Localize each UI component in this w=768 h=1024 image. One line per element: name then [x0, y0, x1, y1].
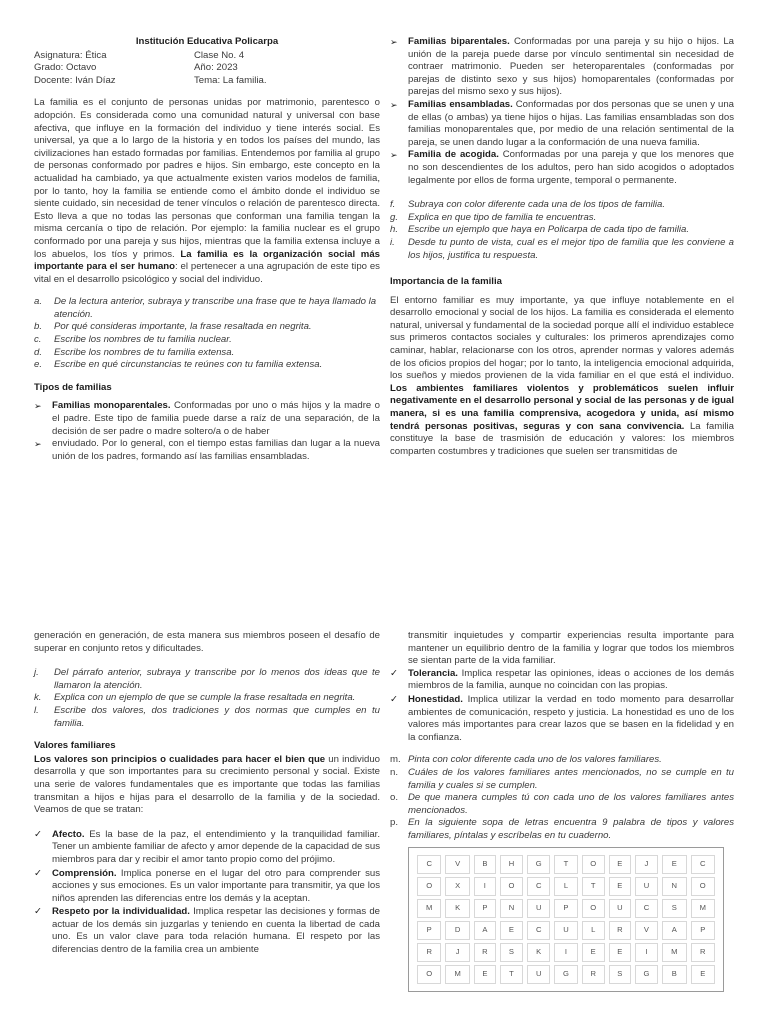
values-heading: Valores familiares — [34, 740, 116, 752]
value-name: Comprensión. — [52, 867, 117, 879]
question-item — [390, 199, 734, 212]
word-search-cell[interactable]: A — [474, 921, 496, 940]
page1-right-column — [390, 36, 734, 458]
family-type-name: Familias ensambladas. — [408, 98, 513, 110]
word-search-cell[interactable]: M — [417, 899, 441, 918]
word-search-cell[interactable]: T — [554, 855, 577, 874]
word-search-cell[interactable]: L — [554, 877, 577, 896]
word-search-cell[interactable]: C — [691, 855, 716, 874]
question-text: Escribe los nombres de tu familia extensa. — [54, 346, 235, 358]
word-search-cell[interactable]: E — [609, 877, 631, 896]
word-search-cell[interactable]: O — [417, 965, 441, 984]
word-search-cell[interactable]: U — [554, 921, 577, 940]
word-search-cell[interactable]: R — [474, 943, 496, 962]
page2-right-column — [390, 630, 734, 992]
word-search-row — [417, 899, 715, 918]
question-letter: d. — [34, 346, 43, 358]
question-item — [390, 792, 734, 817]
family-type-item — [34, 438, 380, 463]
word-search-cell[interactable]: N — [662, 877, 686, 896]
question-item — [34, 321, 380, 334]
word-search-cell[interactable]: R — [417, 943, 441, 962]
word-search-cell[interactable]: E — [474, 965, 496, 984]
page1-left-column — [34, 36, 380, 463]
subject-label: Asignatura: Ética — [34, 49, 107, 61]
school-title: Institución Educativa Policarpa — [135, 36, 279, 47]
word-search-cell[interactable]: S — [609, 965, 631, 984]
value-name: Tolerancia. — [408, 667, 458, 679]
question-text: Pinta con color diferente cada uno de los valores familiares. — [408, 754, 662, 766]
question-text: Explica con un ejemplo de que se cumple la frase resaltada en negrita. — [54, 692, 356, 704]
grade-label: Grado: Octavo — [34, 62, 97, 74]
value-name: Respeto por la individualidad. — [52, 906, 190, 918]
word-search-cell[interactable]: P — [474, 899, 496, 918]
arrow-bullet-icon: ➢ — [390, 99, 398, 110]
question-letter: c. — [34, 334, 42, 346]
intro-bold-text: La familia es la organización social más importante para el ser humano — [34, 248, 380, 273]
word-search-cell[interactable]: E — [609, 943, 631, 962]
word-search-cell[interactable]: E — [582, 943, 605, 962]
value-name: Afecto. — [52, 828, 85, 840]
values-continuation: transmitir inquietudes y compartir experiencias resulta importante para mantener un equilibrio dentro de la familia y lograr que todos los miembros se sientan parte de la vida familiar. — [408, 630, 734, 667]
word-search-cell[interactable]: M — [445, 965, 469, 984]
value-name: Honestidad. — [408, 693, 463, 705]
word-search-cell[interactable]: D — [445, 921, 469, 940]
arrow-bullet-icon: ➢ — [34, 439, 42, 450]
header-row — [34, 75, 380, 88]
word-search-cell[interactable]: E — [609, 855, 631, 874]
question-text: De la lectura anterior, subraya y transcribe una frase que te haya llamado la atención. — [54, 296, 377, 320]
word-search-cell[interactable]: K — [445, 899, 469, 918]
question-text: Por qué consideras importante, la frase resaltada en negrita. — [54, 321, 312, 333]
question-text: Cuáles de los valores familiares antes mencionados, no se cumple en tu familia y cuales si se cumplen. — [408, 766, 734, 791]
family-type-name: Familias monoparentales. — [52, 400, 171, 412]
intro-text-end: : el pertenecer a una agrupación de este tipo es vital en el desarrollo psicológico y social del individuo. — [34, 261, 380, 285]
word-search-row — [417, 965, 715, 984]
question-item — [390, 212, 734, 225]
question-item — [34, 334, 380, 347]
importance-paragraph — [390, 295, 734, 459]
word-search-cell[interactable]: O — [582, 899, 605, 918]
question-item — [34, 359, 380, 372]
word-search-cell[interactable]: U — [609, 899, 631, 918]
class-number: Clase No. 4 — [194, 49, 245, 61]
family-type-item — [390, 36, 734, 99]
header-row — [34, 62, 380, 75]
word-search-cell[interactable]: E — [500, 921, 523, 940]
value-item — [34, 868, 380, 906]
word-search-cell[interactable]: J — [635, 855, 658, 874]
check-icon: ✓ — [34, 906, 43, 918]
word-search-cell[interactable]: J — [445, 943, 469, 962]
topic-label: Tema: La familia. — [194, 74, 267, 86]
question-letter: e. — [34, 359, 43, 371]
word-search-cell[interactable]: N — [500, 899, 523, 918]
word-search-cell[interactable]: X — [445, 877, 469, 896]
importance-heading: Importancia de la familia — [390, 276, 502, 288]
word-search-cell[interactable]: S — [662, 899, 686, 918]
check-icon: ✓ — [34, 828, 43, 840]
family-type-name: Familias biparentales. — [408, 36, 510, 47]
question-text: De que manera cumples tú con cada uno de los valores familiares antes mencionados. — [408, 792, 734, 816]
word-search-cell[interactable]: E — [662, 855, 686, 874]
word-search-cell[interactable]: H — [500, 855, 523, 874]
word-search-cell[interactable]: P — [691, 921, 716, 940]
word-search-row — [417, 855, 715, 874]
question-item — [34, 705, 380, 730]
word-search-cell[interactable]: C — [527, 877, 550, 896]
questions-j-l — [34, 667, 380, 730]
importance-text: El entorno familiar es muy importante, ya que influye notablemente en el desarrollo emocional y social de los hijos. La familia es considerada el elemento natural, universal y fundamental de la sociedad porque allí el individuo establece sus primeros contactos sociales y culturales: los primeros aprendizajes como caminar, hablar, relacionarse con los otros, aprender normas y valores además de los oficios propios del hogar; por lo tanto, la inteligencia emocional adquirida, los sueños y miedos provienen de la vida familiar en el que está el individuo. — [390, 294, 734, 382]
family-types-list-right — [390, 36, 734, 187]
family-type-text: Conformadas por una pareja y su hijo o hijos. La unión de la pareja puede darse por vínculo sentimental sin necesidad de contraer matrimonio. Pueden ser heteroparentales (conformadas por parejas de distinto sexo y sus hijos) homoparentales (conformadas por parejas del mismo sexo y sus hijos). — [408, 36, 734, 98]
word-search-cell[interactable]: I — [474, 877, 496, 896]
values-intro-text: un individuo desarrolla y que son importantes para su crecimiento personal y social. Existe una serie de valores fundamentales que es importante que todas las familias transmitan a hijos e hijas para el desarrollo de la familia y de la sociedad. Veamos de que se tratan: — [34, 753, 380, 816]
question-text: Subraya con color diferente cada una de los tipos de familia. — [408, 199, 666, 211]
word-search-cell[interactable]: G — [554, 965, 577, 984]
word-search-cell[interactable]: O — [417, 877, 441, 896]
values-list-right — [390, 668, 734, 745]
header-info — [34, 50, 380, 88]
question-item — [34, 667, 380, 692]
page-gap — [0, 600, 768, 624]
question-letter: p. — [390, 817, 399, 829]
word-search-row — [417, 877, 715, 896]
word-search-cell[interactable]: B — [662, 965, 686, 984]
question-text: En la siguiente sopa de letras encuentra 9 palabra de tipos y valores familiares, píntalas y escríbelas en tu cuaderno. — [408, 817, 734, 841]
word-search-cell[interactable]: O — [691, 877, 716, 896]
word-search-cell[interactable]: U — [527, 899, 550, 918]
word-search-cell[interactable]: U — [635, 877, 658, 896]
header-row — [34, 50, 380, 63]
word-search-cell[interactable]: B — [474, 855, 496, 874]
question-text: Escribe en qué circunstancias te reúnes con tu familia extensa. — [54, 359, 323, 371]
importance-continuation: generación en generación, de esta manera sus miembros poseen el desafío de superar en conjunto retos y dificultades. — [34, 630, 380, 654]
questions-f-i — [390, 199, 734, 262]
word-search-cell[interactable]: P — [417, 921, 441, 940]
family-type-text: Conformadas por dos personas que se unen y una de ellas (o ambas) ya tiene hijos o hijas. Las familias ensambladas son dos familias monoparentales que, por medio de una relación sentimental de la pareja, se unen dando lugar a la conformación de una nueva familia. — [408, 98, 734, 148]
question-letter: h. — [390, 224, 399, 236]
question-text: Escribe un ejemplo que haya en Policarpa de cada tipo de familia. — [408, 224, 690, 236]
question-item — [390, 754, 734, 767]
question-item — [390, 767, 734, 792]
question-letter: a. — [34, 296, 43, 308]
question-item — [390, 237, 734, 262]
word-search-cell[interactable]: O — [500, 877, 523, 896]
word-search-cell[interactable]: P — [554, 899, 577, 918]
word-search-grid — [413, 852, 719, 987]
question-letter: n. — [390, 766, 399, 778]
word-search-cell[interactable]: T — [582, 877, 605, 896]
word-search-cell[interactable]: E — [691, 965, 716, 984]
values-bold-text: Los valores son principios o cualidades para hacer el bien que — [34, 753, 326, 765]
word-search-cell[interactable]: C — [417, 855, 441, 874]
value-item — [390, 694, 734, 744]
question-letter: j. — [34, 667, 39, 679]
word-search-row — [417, 921, 715, 940]
word-search-cell[interactable]: G — [527, 855, 550, 874]
year-label: Año: 2023 — [194, 62, 238, 74]
word-search-cell[interactable]: K — [527, 943, 550, 962]
values-intro — [34, 754, 380, 817]
check-icon: ✓ — [390, 667, 399, 679]
importance-text-end: La familia constituye la base de trasmisión de educación y valores: los miembros comparten costumbres y tradiciones que suelen ser transmitidas de — [390, 420, 734, 457]
arrow-bullet-icon: ➢ — [390, 150, 398, 161]
word-search-cell[interactable]: C — [635, 899, 658, 918]
family-type-item — [390, 99, 734, 149]
word-search-cell[interactable]: M — [662, 943, 686, 962]
family-type-item — [34, 400, 380, 438]
value-text: Es la base de la paz, el entendimiento y la tranquilidad familiar. Tener un ambiente familiar de afecto y amor depende de la capacidad de sus miembros para dar y recibir el amor tanto propio como del prójimo. — [52, 828, 380, 865]
intro-text: La familia es el conjunto de personas unidas por matrimonio, parentesco o adopción. Es considerada como una comunidad natural y universal con base afectiva, que influye en la formación del individuo y tiene interés social. Es universal, ya que a lo largo de la historia y en todos los países del mundo, las civilizaciones han estado formadas por familias. Entendemos por familia al grupo de personas conformado por padres e hijos. Sin embargo, este concepto en la actualidad ha cambiado, ya que actualmente existen varios modelos de familia, por lo tanto, hoy la familia se entiende como el ámbito donde el individuo se siente cuidado, sin necesidad de tener vínculos o relación de parentesco directa. Esto lleva a que no todas las personas que conforman una familia tengan la misma cercanía o tipo de relación. Por ejemplo: la familia nuclear es el grupo conformado por una pareja y sus hijos, mientras que la familia extensa incluye a los abuelos, los tíos y primos. — [34, 97, 380, 260]
question-item — [34, 692, 380, 705]
word-search-cell[interactable]: M — [691, 899, 716, 918]
questions-a-e — [34, 296, 380, 372]
family-type-text: enviudado. Por lo general, con el tiempo estas familias dan lugar a la nueva unión de los padres, formando así las familias ensambladas. — [52, 438, 380, 462]
check-icon: ✓ — [390, 693, 399, 705]
question-text: Desde tu punto de vista, cual es el mejor tipo de familia que les conviene a los hijos, justifica tu respuesta. — [408, 236, 734, 261]
value-text: Implica ponerse en el lugar del otro para comprender sus acciones y sus emociones. Es un valor importante para transmitir, ya que los niños aprenden las diferencias entre los demás y la aceptan. — [52, 867, 380, 904]
teacher-label: Docente: Iván Díaz — [34, 74, 116, 86]
word-search-cell[interactable]: I — [554, 943, 577, 962]
page2-left-column — [34, 630, 380, 958]
question-text: Escribe dos valores, dos tradiciones y dos normas que cumples en tu familia. — [54, 704, 380, 729]
word-search-cell[interactable]: R — [582, 965, 605, 984]
word-search-cell[interactable]: L — [582, 921, 605, 940]
check-icon: ✓ — [34, 867, 43, 879]
question-letter: b. — [34, 321, 43, 333]
value-text: Implica respetar las opiniones, ideas o acciones de los demás miembros de la familia, aunque no coincidan con las propias. — [408, 667, 734, 692]
word-search-row — [417, 943, 715, 962]
word-search-cell[interactable]: C — [527, 921, 550, 940]
family-type-text: Conformadas por una pareja y que los menores que no son descendientes de los adultos, pero han sido acogidos o adoptados legalmente por ellos de forma urgente, temporal o permanente. — [408, 149, 734, 186]
questions-m-p — [390, 754, 734, 842]
word-search-cell[interactable]: A — [662, 921, 686, 940]
word-search-cell[interactable]: R — [609, 921, 631, 940]
values-list-left — [34, 829, 380, 957]
word-search-cell[interactable]: T — [500, 965, 523, 984]
arrow-bullet-icon: ➢ — [34, 401, 42, 412]
question-item — [390, 224, 734, 237]
question-item — [34, 347, 380, 360]
family-type-item — [390, 149, 734, 187]
question-letter: m. — [390, 754, 401, 766]
word-search-cell[interactable]: O — [582, 855, 605, 874]
question-letter: f. — [390, 199, 396, 211]
question-text: Escribe los nombres de tu familia nuclear. — [54, 334, 232, 346]
family-type-name: Familia de acogida. — [408, 149, 499, 161]
value-item — [390, 668, 734, 693]
value-text: Implica respetar las decisiones y formas de actuar de los demás sin juzgarlas y teniendo en cuenta la libertad de cada uno. Es un valor clave para toda relación humana. El respeto por las diferencias dentro de la familia crea un ambiente — [52, 906, 380, 956]
intro-paragraph — [34, 97, 380, 286]
arrow-bullet-icon: ➢ — [390, 37, 398, 47]
question-letter: l. — [34, 704, 39, 716]
question-letter: i. — [390, 236, 395, 248]
word-search-cell[interactable]: S — [500, 943, 523, 962]
importance-bold-text: Los ambientes familiares violentos y problemáticos suelen influir negativamente en el desarrollo personal y social de las personas y de igual manera, si es una familia comprensiva, acogedora y unida, así mismo tendrá personas positivas, seguras y con sana convivencia. — [390, 382, 734, 432]
question-letter: g. — [390, 211, 399, 223]
value-item — [34, 829, 380, 867]
question-letter: k. — [34, 692, 42, 704]
value-text: Implica utilizar la verdad en todo momento para desarrollar ambientes de comunicación, respeto y justicia. La honestidad es uno de los valores más importantes para crear lazos que se basen en la fidelidad y en la confianza. — [408, 693, 734, 743]
question-letter: o. — [390, 792, 399, 804]
question-item — [390, 817, 734, 842]
value-item — [34, 906, 380, 956]
word-search-frame — [408, 847, 724, 992]
word-search-cell[interactable]: G — [635, 965, 658, 984]
word-search-cell[interactable]: I — [635, 943, 658, 962]
question-text: Del párrafo anterior, subraya y transcribe por lo menos dos ideas que te llamaron la atención. — [54, 667, 380, 691]
family-types-list-left — [34, 400, 380, 463]
question-text: Explica en que tipo de familia te encuentras. — [408, 211, 597, 223]
word-search-cell[interactable]: U — [527, 965, 550, 984]
word-search-cell[interactable]: R — [691, 943, 716, 962]
word-search-cell[interactable]: V — [445, 855, 469, 874]
question-item — [34, 296, 380, 321]
family-types-heading: Tipos de familias — [34, 381, 112, 393]
word-search-cell[interactable]: V — [635, 921, 658, 940]
family-type-text: Conformadas por uno o más hijos y la madre o el padre. Este tipo de familia puede darse a raíz de una separación, de la decisión de ser padre o madre soltero/a o de haber — [52, 400, 380, 437]
